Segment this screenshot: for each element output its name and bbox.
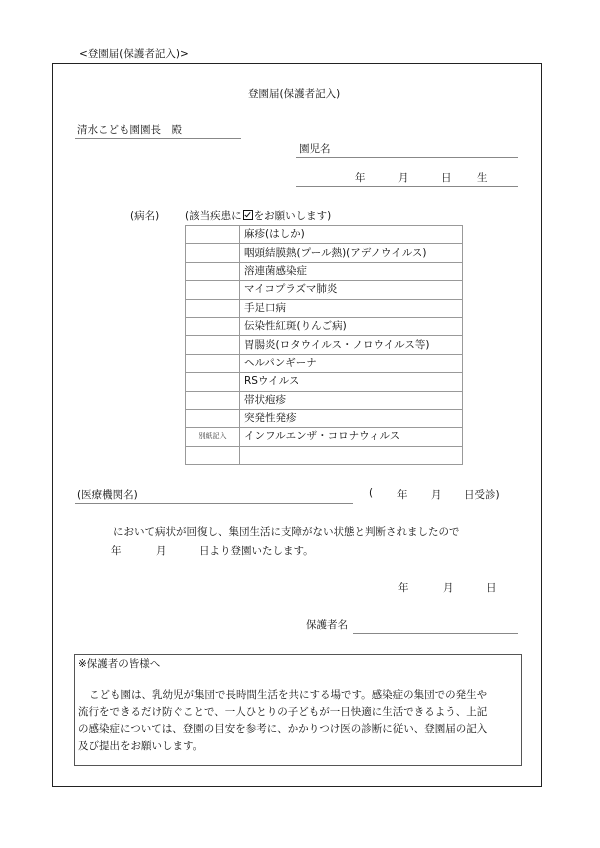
medical-institution-label: (医療機関名): [77, 489, 138, 501]
disease-name: 伝染性紅斑(りんご病): [240, 317, 463, 335]
notice-line: 流行をできるだけ防ぐことで、一人ひとりの子どもが一日快適に生活できるよう、上記: [78, 706, 488, 718]
table-row: [186, 281, 463, 299]
table-row: [186, 354, 463, 372]
disease-name: 胃腸炎(ロタウイルス・ノロウイルス等): [240, 336, 463, 354]
table-row: [186, 428, 463, 446]
disease-name: マイコプラズマ肺炎: [240, 281, 463, 299]
table-row: [186, 226, 463, 244]
child-name-field[interactable]: [296, 157, 518, 158]
check-cell[interactable]: [186, 281, 240, 299]
table-row: [186, 244, 463, 262]
check-cell[interactable]: [186, 317, 240, 335]
table-row: [186, 299, 463, 317]
disease-name: 溶連菌感染症: [240, 262, 463, 280]
table-row: [186, 391, 463, 409]
disease-table: [185, 225, 463, 465]
notice-line: の感染症については、登園の目安を参考に、かかりつけ医の診断に従い、登園届の記入: [78, 723, 488, 735]
date-day-label: 日: [486, 582, 497, 594]
table-row: [186, 409, 463, 427]
check-cell[interactable]: [186, 446, 240, 464]
disease-instruction: [185, 208, 331, 223]
statement-line-2: 日より登園いたします。: [199, 545, 314, 557]
check-cell[interactable]: [186, 354, 240, 372]
disease-name: 突発性発疹: [240, 409, 463, 427]
birth-day-label: 日: [441, 172, 452, 184]
addressee: 清水こども園園長 殿: [77, 124, 182, 136]
disease-name: ヘルパンギーナ: [240, 354, 463, 372]
check-cell[interactable]: [186, 373, 240, 391]
disease-name: インフルエンザ・コロナウィルス: [240, 428, 463, 446]
guardian-name-field[interactable]: [353, 633, 518, 634]
visit-open-paren: (: [369, 487, 374, 499]
birth-year-label: 年: [355, 172, 366, 184]
check-cell[interactable]: [186, 226, 240, 244]
table-row: [186, 446, 463, 464]
form-title: 登園届(保護者記入): [248, 88, 341, 100]
birth-month-label: 月: [398, 172, 409, 184]
disease-name: 咽頭結膜熱(プール熱)(アデノウイルス): [240, 244, 463, 262]
date-month-label: 月: [443, 582, 454, 594]
disease-name: 麻疹(はしか): [240, 226, 463, 244]
birth-date-field[interactable]: [296, 186, 518, 187]
check-cell[interactable]: [186, 391, 240, 409]
statement-line-1: において病状が回復し、集団生活に支障がない状態と判断されましたので: [113, 526, 460, 538]
visit-day-label: 日受診): [464, 489, 500, 501]
table-row: [186, 373, 463, 391]
return-year-label: 年: [111, 545, 122, 557]
return-month-label: 月: [156, 545, 167, 557]
guardian-label: 保護者名: [306, 619, 348, 631]
instruction-before: (該当疾患に: [185, 210, 242, 222]
check-cell[interactable]: [186, 336, 240, 354]
date-year-label: 年: [398, 582, 409, 594]
disease-label: (病名): [130, 210, 160, 222]
birth-suffix-label: 生: [477, 172, 488, 184]
medical-institution-field[interactable]: [75, 503, 353, 504]
child-name-label: 園児名: [299, 143, 331, 155]
disease-name[interactable]: [240, 446, 463, 464]
notice-line: 及び提出をお願いします。: [78, 740, 204, 752]
table-row: [186, 262, 463, 280]
table-row: [186, 317, 463, 335]
check-cell[interactable]: [186, 299, 240, 317]
disease-name: RSウイルス: [240, 373, 463, 391]
check-cell[interactable]: [186, 262, 240, 280]
disease-name: 手足口病: [240, 299, 463, 317]
visit-year-label: 年: [397, 489, 408, 501]
disease-name: 帯状疱疹: [240, 391, 463, 409]
check-cell[interactable]: 別紙記入: [186, 428, 240, 446]
notice-line: こども園は、乳幼児が集団で長時間生活を共にする場です。感染症の集団での発生や: [89, 689, 488, 701]
table-row: [186, 336, 463, 354]
check-cell[interactable]: [186, 409, 240, 427]
addressee-underline: [75, 138, 241, 139]
checkbox-check-icon: [243, 210, 253, 220]
check-cell[interactable]: [186, 244, 240, 262]
guardian-notice-box: [74, 654, 522, 766]
visit-month-label: 月: [431, 489, 442, 501]
header-label: <登園届(保護者記入)>: [79, 48, 189, 60]
notice-title: ※保護者の皆様へ: [78, 658, 161, 670]
instruction-after: をお願いします): [253, 210, 332, 222]
